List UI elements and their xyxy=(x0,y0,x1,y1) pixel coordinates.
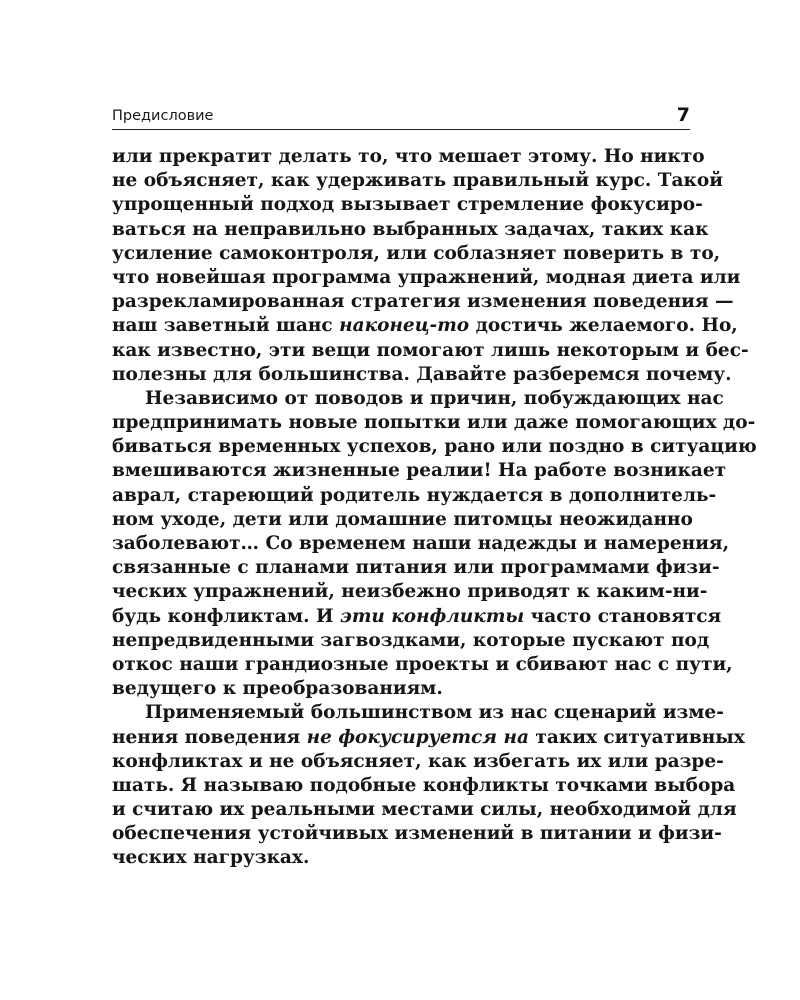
running-header xyxy=(112,104,690,131)
text-run: наш заветный шанс xyxy=(112,315,340,337)
text-line: предпринимать новые попытки или даже помогающих до- xyxy=(112,412,756,434)
text-line: усиление самоконтроля, или соблазняет поверить в то, xyxy=(112,242,721,264)
text-line: ваться на неправильно выбранных задачах, таких как xyxy=(112,218,709,240)
text-line: ческих упражнений, неизбежно приводят к каким-ни- xyxy=(112,581,708,603)
emphasis-text: наконец-то xyxy=(339,315,470,337)
text-run: нения поведения xyxy=(112,726,307,748)
running-header-title: Предисловие xyxy=(112,108,214,124)
text-line: или прекратит делать то, что мешает этому. Но никто xyxy=(112,146,705,167)
text-line: связанные с планами питания или программами физи- xyxy=(112,557,720,579)
header-divider xyxy=(112,129,690,130)
text-line: вмешиваются жизненные реалии! На работе возникает xyxy=(112,460,727,482)
text-run: достичь желаемого. Но, xyxy=(469,315,738,337)
text-line: не объясняет, как удерживать правильный курс. Такой xyxy=(112,170,723,192)
text-line: заболевают… Со временем наши надежды и намерения, xyxy=(112,533,730,554)
text-line: непредвиденными загвоздками, которые пускают под xyxy=(112,629,710,651)
text-line xyxy=(112,726,745,750)
body-text xyxy=(112,145,757,871)
text-line: ном уходе, дети или домашние питомцы неожиданно xyxy=(112,508,693,530)
text-line: и считаю их реальными местами силы, необходимой для xyxy=(112,799,737,821)
text-line: полезны для большинства. Давайте разберемся почему. xyxy=(112,363,732,385)
text-run: часто становятся xyxy=(524,605,722,627)
text-line xyxy=(112,314,738,338)
text-line: биваться временных успехов, рано или поздно в ситуацию xyxy=(112,436,757,458)
text-run: будь конфликтам. И xyxy=(112,605,340,627)
text-line: обеспечения устойчивых изменений в питании и физи- xyxy=(112,823,722,845)
emphasis-text: не фокусируется на xyxy=(306,726,529,748)
text-line: конфликтах и не объясняет, как избегать их или разре- xyxy=(112,750,724,772)
text-line xyxy=(112,605,722,629)
text-line: что новейшая программа упражнений, модная диета или xyxy=(112,266,741,288)
text-line: как известно, эти вещи помогают лишь некоторым и бес- xyxy=(112,339,749,361)
text-line: аврал, стареющий родитель нуждается в дополнитель- xyxy=(112,484,717,506)
text-line: разрекламированная стратегия изменения поведения — xyxy=(112,291,734,313)
text-run: таких ситуативных xyxy=(528,726,745,748)
text-line: Независимо от поводов и причин, побуждающих нас xyxy=(145,387,724,409)
text-line: упрощенный подход вызывает стремление фокусиро- xyxy=(112,194,703,216)
text-line: Применяемый большинством из нас сценарий изме- xyxy=(145,702,724,724)
text-line: ческих нагрузках. xyxy=(112,847,310,869)
page-number: 7 xyxy=(676,104,690,126)
text-line: шать. Я называю подобные конфликты точками выбора xyxy=(112,774,736,796)
text-line: откос наши грандиозные проекты и сбивают нас с пути, xyxy=(112,653,733,675)
emphasis-text: эти конфликты xyxy=(339,605,525,627)
text-line: ведущего к преобразованиям. xyxy=(112,678,443,700)
